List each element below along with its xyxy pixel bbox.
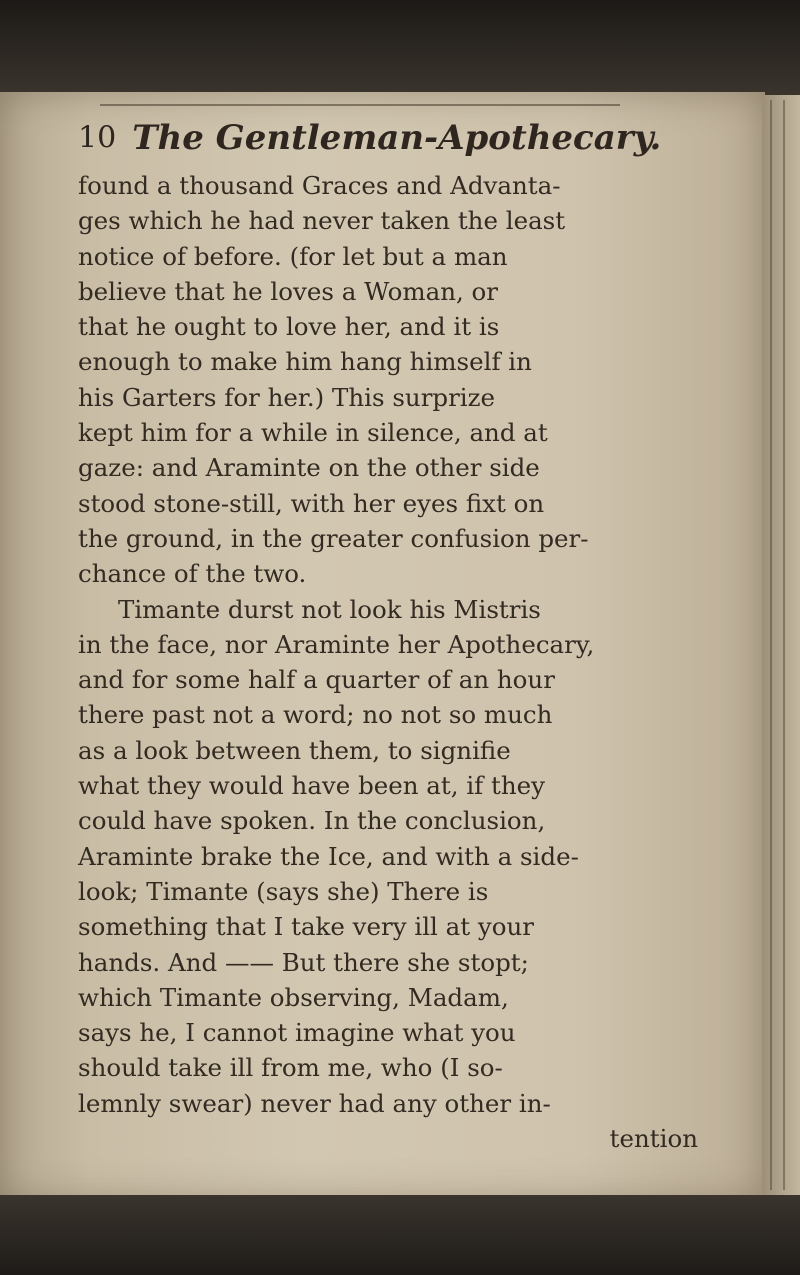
- text-line: which Timante observing, Madam,: [78, 982, 509, 1012]
- text-line: there past not a word; no not so much: [78, 700, 553, 730]
- text-line: lemnly swear) never had any other in-: [78, 1088, 551, 1118]
- text-line-paragraph-start: Timante durst not look his Mistris: [118, 594, 541, 624]
- text-line: gaze: and Araminte on the other side: [78, 453, 540, 483]
- running-head-title: The Gentleman-Apothecary.: [132, 118, 662, 158]
- text-line: his Garters for her.) This surprize: [78, 382, 496, 412]
- text-line: what they would have been at, if they: [78, 771, 545, 801]
- text-line: and for some half a quarter of an hour: [78, 665, 555, 695]
- text-line: something that I take very ill at your: [78, 912, 534, 942]
- text-line: kept him for a while in silence, and at: [78, 418, 548, 448]
- text-line: believe that he loves a Woman, or: [78, 276, 499, 306]
- text-line: in the face, nor Araminte her Apothecary,: [78, 629, 595, 659]
- page-edge-line: [770, 100, 772, 1190]
- text-line: notice of before. (for let but a man: [78, 241, 508, 271]
- header-rule: [100, 104, 620, 106]
- scan-bottom-background: [0, 1195, 800, 1275]
- text-line: hands. And —— But there she stopt;: [78, 947, 529, 977]
- text-line: as a look between them, to signifie: [78, 735, 511, 765]
- text-line: look; Timante (says she) There is: [78, 876, 489, 906]
- text-line: ges which he had never taken the least: [78, 206, 566, 236]
- text-line: Araminte brake the Ice, and with a side-: [78, 841, 579, 871]
- body-text: [78, 168, 768, 1156]
- text-line: stood stone-still, with her eyes fixt on: [78, 488, 545, 518]
- text-line: enough to make him hang himself in: [78, 347, 532, 377]
- text-line: could have spoken. In the conclusion,: [78, 806, 546, 836]
- text-line: says he, I cannot imagine what you: [78, 1018, 516, 1048]
- text-line: should take ill from me, who (I so-: [78, 1053, 503, 1083]
- scan-top-background: [0, 0, 800, 95]
- text-line: that he ought to love her, and it is: [78, 312, 500, 342]
- text-line: found a thousand Graces and Advanta-: [78, 171, 561, 200]
- running-head: [78, 118, 778, 168]
- page-edge-line: [783, 100, 785, 1190]
- text-line: chance of the two.: [78, 559, 307, 589]
- text-line: the ground, in the greater confusion per-: [78, 523, 589, 553]
- page-number: 10: [78, 120, 117, 156]
- catchword: tention: [609, 1124, 698, 1154]
